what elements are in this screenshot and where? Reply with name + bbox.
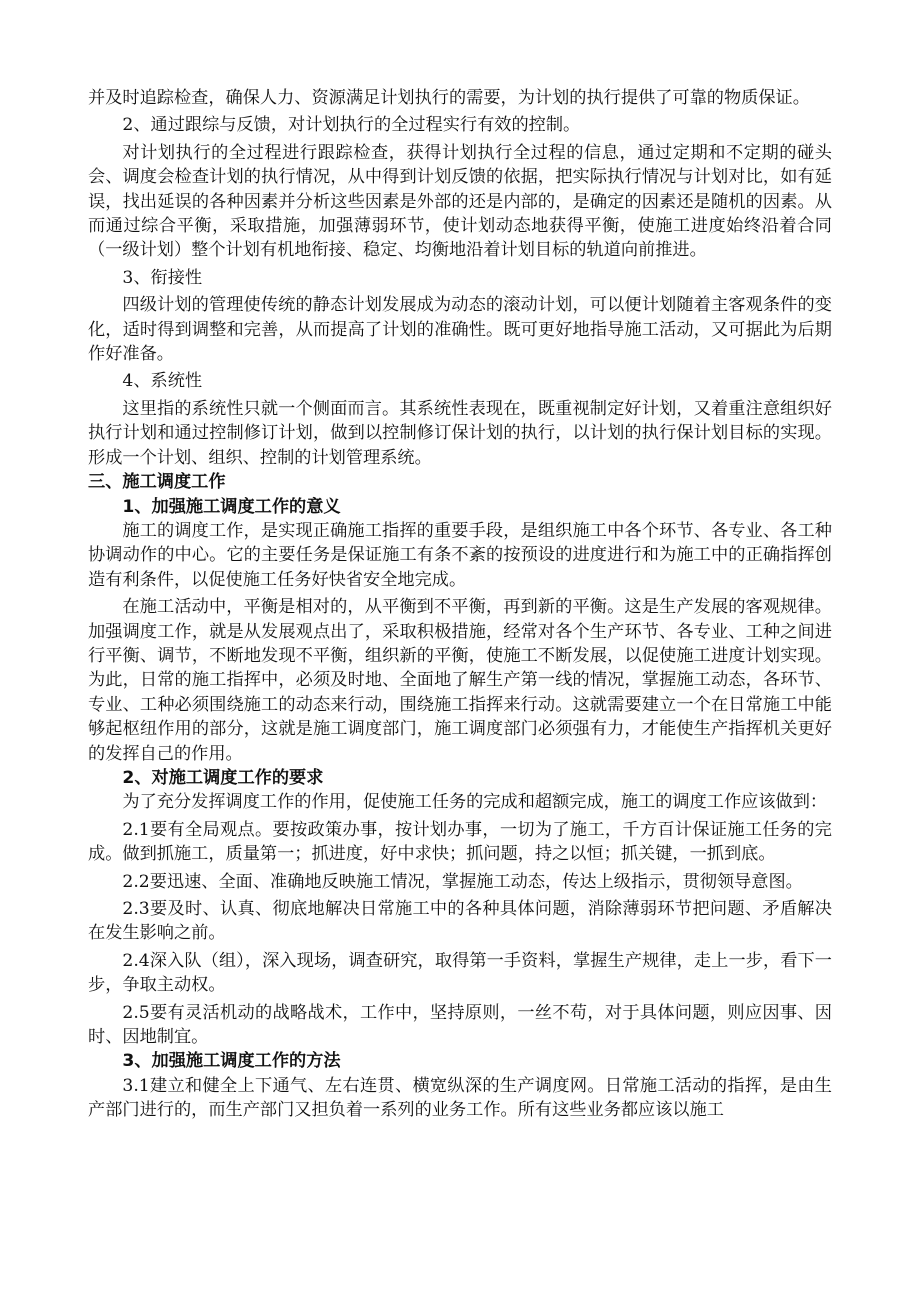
paragraph-resource-assurance: 并及时追踪检查，确保人力、资源满足计划执行的需要，为计划的执行提供了可靠的物质保证。 xyxy=(88,88,810,108)
paragraph-req-2-2: 2.2要迅速、全面、准确地反映施工情况，掌握施工动态，传达上级指示，贯彻领导意图。 xyxy=(122,871,803,892)
paragraph-item-3-title: 3、衔接性 xyxy=(122,267,203,288)
paragraph-dispatch-role: 施工的调度工作，是实现正确施工指挥的重要手段，是组织施工中各个环节、各专业、各工种协调动作的中心。它的主要任务是保证施工有条不紊的按预设的进度进行和为施工中的正确指挥创造有利条件，以促使施工任务好快省安全地完成。 xyxy=(88,520,832,590)
paragraph-systematic: 这里指的系统性只就一个侧面而言。其系统性表现在，既重视制定好计划，又着重注意组织好执行计划和通过控制修订计划，做到以控制修订保计划的执行，以计划的执行保计划目标的实现。形成一个计划、组织、控制的计划管理系统。 xyxy=(88,398,832,468)
paragraph-item-4-title: 4、系统性 xyxy=(122,371,203,392)
subheading-dispatch-methods: 3、加强施工调度工作的方法 xyxy=(122,1051,341,1072)
paragraph-req-2-4: 2.4深入队（组），深入现场，调查研究，取得第一手资料，掌握生产规律，走上一步，看下一步，争取主动权。 xyxy=(88,950,832,996)
paragraph-rolling-plan: 四级计划的管理使传统的静态计划发展成为动态的滚动计划，可以便计划随着主客观条件的变化，适时得到调整和完善，从而提高了计划的准确性。既可更好地指导施工活动，又可据此为后期作好准备。 xyxy=(88,295,832,365)
paragraph-requirements-intro: 为了充分发挥调度工作的作用，促使施工任务的完成和超额完成，施工的调度工作应该做到： xyxy=(122,792,828,813)
paragraph-req-2-3: 2.3要及时、认真、彻底地解决日常施工中的各种具体问题，消除薄弱环节把问题、矛盾解决在发生影响之前。 xyxy=(88,899,832,944)
paragraph-req-2-5: 2.5要有灵活机动的战略战术，工作中，坚持原则，一丝不苟，对于具体问题，则应因事、因时、因地制宜。 xyxy=(88,1002,832,1048)
paragraph-item-2-title: 2、通过跟综与反馈，对计划执行的全过程实行有效的控制。 xyxy=(122,115,581,136)
subheading-dispatch-significance: 1、加强施工调度工作的意义 xyxy=(122,496,341,517)
paragraph-balance: 在施工活动中，平衡是相对的，从平衡到不平衡，再到新的平衡。这是生产发展的客观规律。加强调度工作，就是从发展观点出了，采取积极措施，经常对各个生产环节、各专业、工种之间进行平衡、调节，不断地发现不平衡，组织新的平衡，使施工不断发展，以促使施工进度计划实现。为此，日常的施工指挥中，必须及时地、全面地了解生产第一线的情况，掌握施工动态，各环节、专业、工种必须围绕施工的动态来行动，围绕施工指挥来行动。这就需要建立一个在日常施工中能够起枢纽作用的部分，这就是施工调度部门，施工调度部门必须强有力，才能使生产指挥机关更好的发挥自己的作用。 xyxy=(88,597,832,764)
paragraph-tracking-feedback: 对计划执行的全过程进行跟踪检查，获得计划执行全过程的信息，通过定期和不定期的碰头会、调度会检查计划的执行情况，从中得到计划反馈的依据，把实际执行情况与计划对比，如有延误，找出延误的各种因素并分析这些因素是外部的还是内部的，是确定的因素还是随机的因素。从而通过综合平衡，采取措施，加强薄弱环节，使计划动态地获得平衡，使施工进度始终沿着合同（一级计划）整个计划有机地衔接、稳定、均衡地沿着计划目标的轨道向前推进。 xyxy=(88,142,832,261)
paragraph-req-2-1: 2.1要有全局观点。要按政策办事，按计划办事，一切为了施工，千方百计保证施工任务的完成。做到抓施工，质量第一；抓进度，好中求快；抓问题，持之以恒；抓关键，一抓到底。 xyxy=(88,819,832,865)
document-page xyxy=(88,86,832,1123)
paragraph-method-3-1: 3.1建立和健全上下通气、左右连贯、横宽纵深的生产调度网。日常施工活动的指挥，是由生产部门进行的，而生产部门又担负着一系列的业务工作。所有这些业务都应该以施工 xyxy=(88,1075,832,1121)
section-heading-dispatch: 三、施工调度工作 xyxy=(88,472,226,493)
subheading-dispatch-requirements: 2、对施工调度工作的要求 xyxy=(122,767,324,788)
